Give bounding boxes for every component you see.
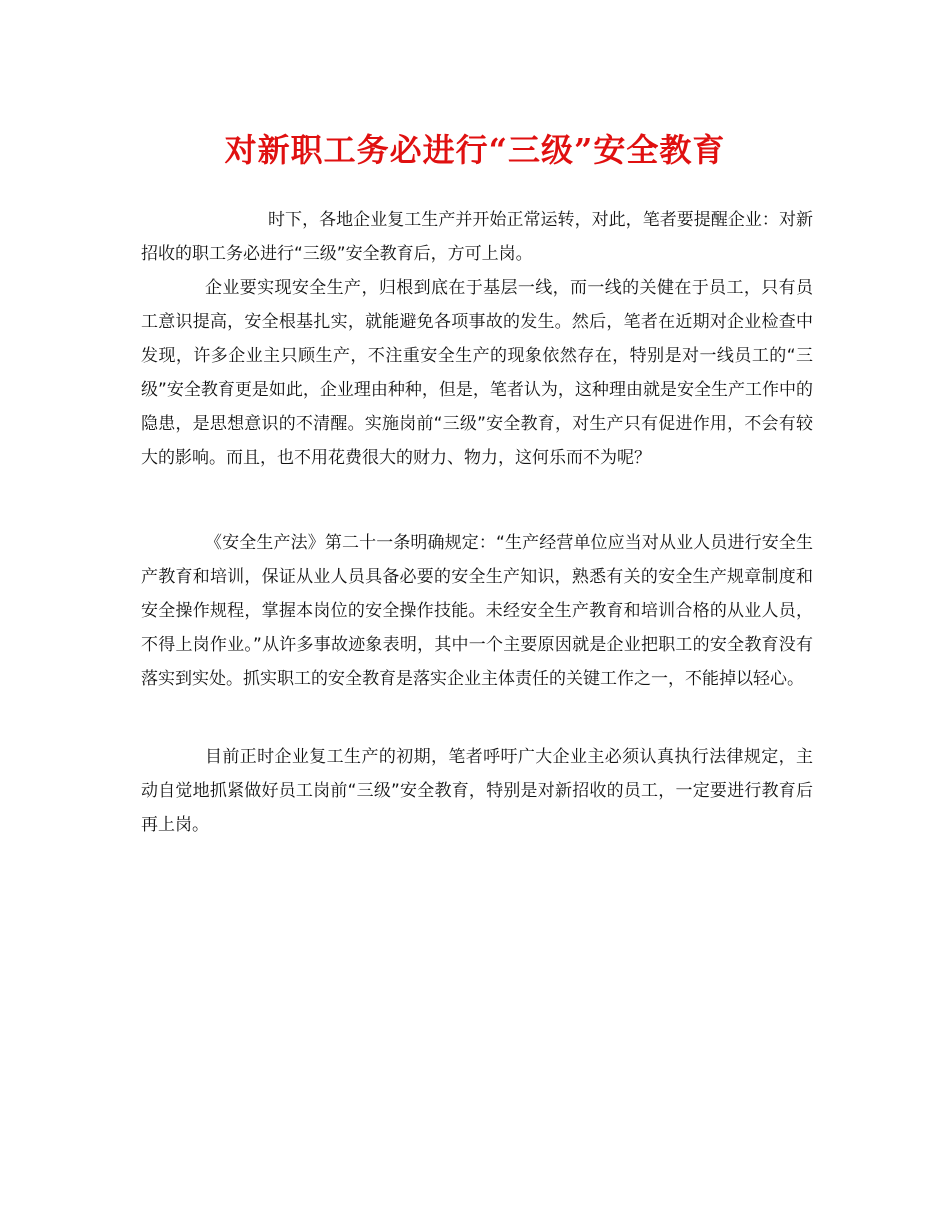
paragraph-3: 《安全生产法》第二十一条明确规定：“生产经营单位应当对从业人员进行安全生产教育和培训，保证从业人员具备必要的安全生产知识，熟悉有关的安全生产规章制度和安全操作规程，掌握本岗位的安全操作技能。未经安全生产教育和培训合格的从业人员，不得上岗作业。”从许多事故迹象表明，其中一个主要原因就是企业把职工的安全教育没有落实到实处。抓实职工的安全教育是落实企业主体责任的关键工作之一，不能掉以轻心。: [141, 533, 813, 689]
paragraph-4: 目前正时企业复工生产的初期，笔者呼吁广大企业主必须认真执行法律规定，主动自觉地抓紧做好员工岗前“三级”安全教育，特别是对新招收的员工，一定要进行教育后再上岗。: [141, 747, 813, 835]
paragraph-1: 时下，各地企业复工生产并开始正常运转，对此，笔者要提醒企业：对新招收的职工务必进行“三级”安全教育后，方可上岗。: [141, 210, 813, 264]
document-title: 对新职工务必进行“三级”安全教育: [224, 131, 726, 169]
paragraph-2: 企业要实现安全生产，归根到底在于基层一线，而一线的关健在于员工，只有员工意识提高，安全根基扎实，就能避免各项事故的发生。然后，笔者在近期对企业检查中发现，许多企业主只顾生产，不注重安全生产的现象依然存在，特别是对一线员工的“三级”安全教育更是如此，企业理由种种，但是，笔者认为，这种理由就是安全生产工作中的隐患，是思想意识的不清醒。实施岗前“三级”安全教育，对生产只有促进作用，不会有较大的影响。而且，也不用花费很大的财力、物力，这何乐而不为呢？: [141, 278, 813, 468]
